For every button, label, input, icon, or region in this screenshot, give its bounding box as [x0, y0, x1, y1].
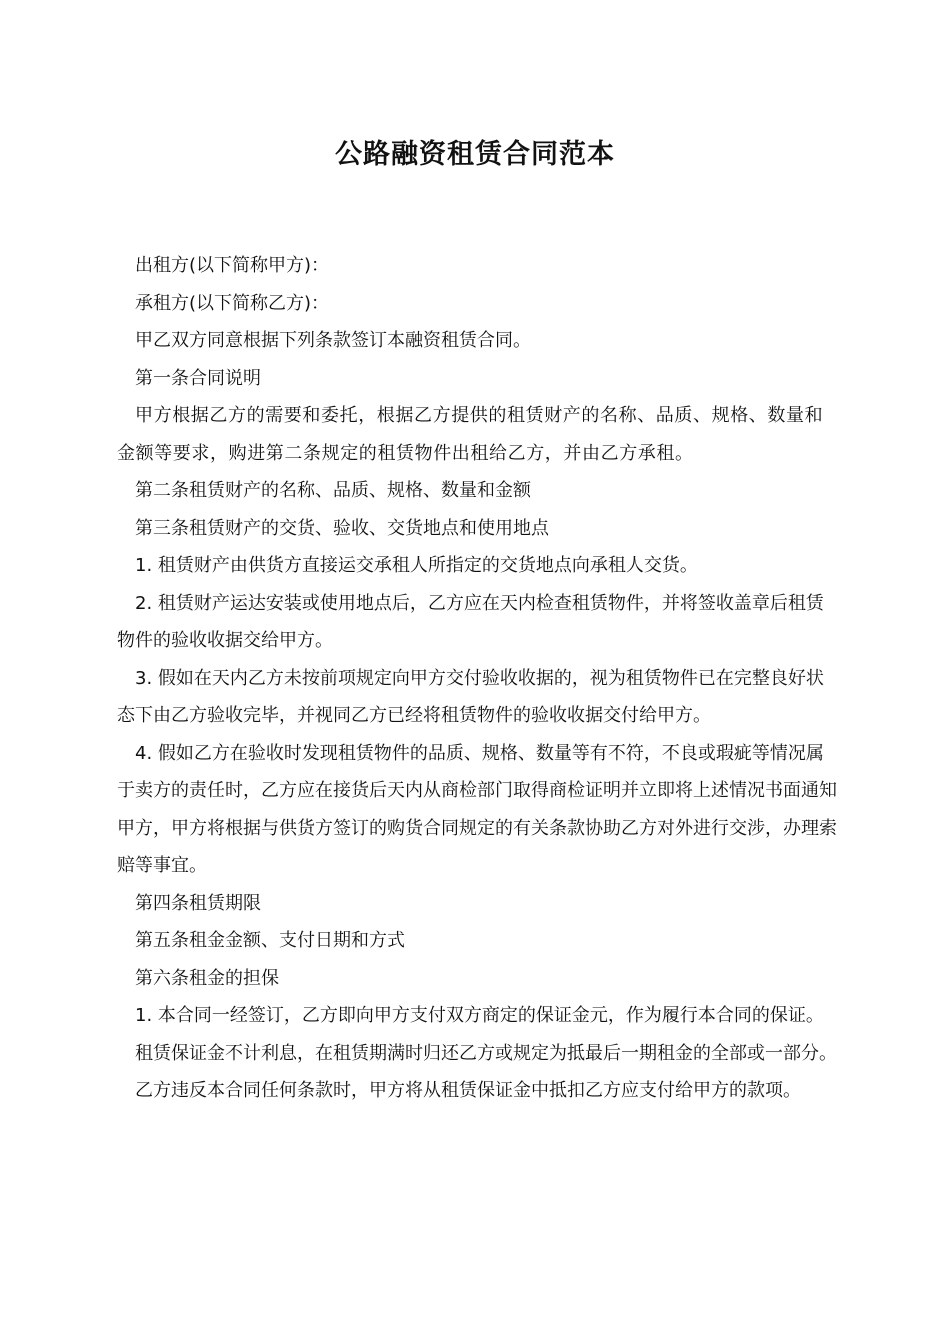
article-3-item-3: 3. 假如在天内乙方未按前项规定向甲方交付验收收据的，视为租赁物件已在完整良好状态下由乙方验收完毕，并视同乙方已经将租赁物件的验收收据交付给甲方。	[117, 667, 824, 726]
article-6-item-1: 1. 本合同一经签订，乙方即向甲方支付双方商定的保证金元，作为履行本合同的保证。	[135, 1005, 824, 1026]
article-6-heading: 第六条租金的担保	[135, 967, 279, 989]
document-title: 公路融资租赁合同范本	[335, 139, 615, 170]
article-2-heading: 第二条租赁财产的名称、品质、规格、数量和金额	[135, 480, 531, 501]
article-5-heading: 第五条租金金额、支付日期和方式	[135, 930, 405, 951]
article-4-heading: 第四条租赁期限	[135, 892, 261, 914]
article-6-deposit-deduction: 乙方违反本合同任何条款时，甲方将从租赁保证金中抵扣乙方应支付给甲方的款项。	[135, 1080, 801, 1101]
article-6-deposit-interest: 租赁保证金不计利息，在租赁期满时归还乙方或规定为抵最后一期租金的全部或一部分。	[135, 1042, 837, 1064]
article-3-heading: 第三条租赁财产的交货、验收、交货地点和使用地点	[135, 517, 549, 539]
paragraph-lessee: 承租方(以下简称乙方)：	[135, 292, 330, 314]
article-1-heading: 第一条合同说明	[135, 367, 261, 389]
paragraph-lessor: 出租方(以下简称甲方)：	[135, 255, 330, 276]
paragraph-agreement: 甲乙双方同意根据下列条款签订本融资租赁合同。	[135, 330, 531, 351]
article-3-item-2: 2. 租赁财产运达安装或使用地点后，乙方应在天内检查租赁物件，并将签收盖章后租赁物件的验收收据交给甲方。	[117, 592, 824, 651]
article-3-item-1: 1. 租赁财产由供货方直接运交承租人所指定的交货地点向承租人交货。	[135, 555, 698, 576]
article-3-item-4: 4. 假如乙方在验收时发现租赁物件的品质、规格、数量等有不符，不良或瑕疵等情况属于卖方的责任时，乙方应在接货后天内从商检部门取得商检证明并立即将上述情况书面通知甲方，甲方将根据与供货方签订的购货合同规定的有关条款协助乙方对外进行交涉，办理索赔等事宜。	[117, 742, 837, 876]
article-1-body: 甲方根据乙方的需要和委托，根据乙方提供的租赁财产的名称、品质、规格、数量和金额等要求，购进第二条规定的租赁物件出租给乙方，并由乙方承租。	[117, 405, 824, 464]
document-body	[117, 247, 837, 1110]
